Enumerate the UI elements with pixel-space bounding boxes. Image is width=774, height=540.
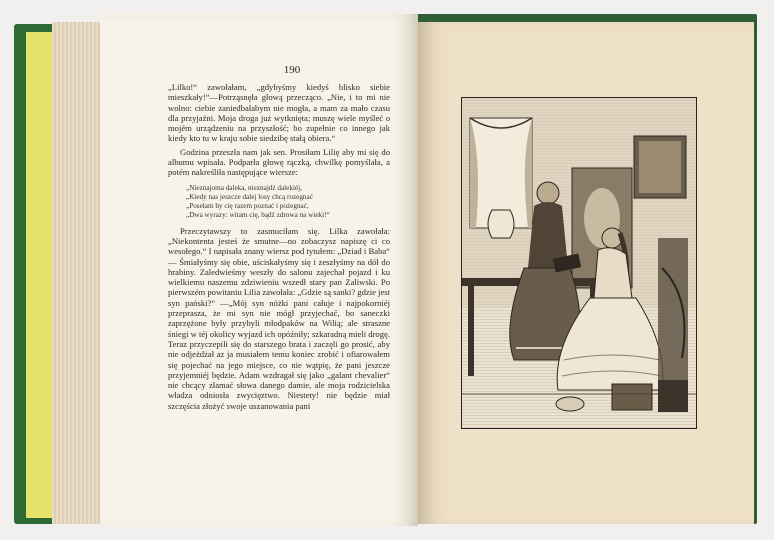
engraving-illustration <box>461 97 697 429</box>
paragraph: „Lilko!“ zawołałam, „gdybyśmy kiedyś blisko siebie mieszkały!“—Potrząsnęła głową przecząco. „Nie, i to mi nie wolno: ciebie zaniedbałabym nie mogła, a mam za mało czasu dla przyjaźni. Moja droga już wytknięta; muszę wiele myśleć o mojém urządzeniu na przyszłość; bo zupełnie co innego jak kiedy kto tu w kraju sobie siedzibę stałą obiera.“ <box>168 82 390 144</box>
poem-line: „Kiedy nas jeszcze dalej losy chcą rozegnać <box>186 192 313 201</box>
poem-line: „Dwa wyrazy: witam cię, bądź zdrowa na wieki!“ <box>186 210 330 219</box>
paragraph: Przeczytawszy to zasmuciłam się. Lilka zawołała: „Niekontenta jesteś że smutne—no zobaczysz napiszę ci co wesołego.“ I napisała znany wiersz pod tytułem: „Dziad i Baba“ — Śmiałyśmy się obie, uściskałyśmy się i zeszłyśmy na dół do hrabiny. Zaledwieśmy weszły do salonu zajechał pojazd i ku wielkiemu naszemu zdziwieniu wszedł stary pan Zaliwski. Po pierwszém powitaniu Lilia zawołała: „Gdzie są sanki? gdzie jest syn pański?“ —„Mój syn nóżki pani całuje i najpokorniéj przeprasza, że mi syn nie mógł przyjechać, bo saneczki zaprzężone były przybyli młodpaków na Wilią; ale straszne śniegi w téj okolicy wyjazd ich opóźniły; szkaradną mieli drogę. Teraz przyczepili się do starszego brata i zaczęli go prosić, aby nie odjeżdżał az ja musiałem temu koniec zrobić i ofiarowałem się pojechać na jego miejsce, co nie wątpię, że pani jeszcze przyjemniéj będzie. Adam wzdragał się jako „galant chevalier“ nie chcący złamać słowa danego damie, ale moja rodzicielska władza odniosła zwycięztwo. Niestety! nie będzie miał szczęścia złożyć swoje uszanowania pani <box>168 225 390 411</box>
poem-line: „Nieznajoma daleka, nieznajdź dalekiéj, <box>186 183 302 192</box>
poem-verse <box>186 184 390 220</box>
poem-line: „Posełam by cię razem poznać i pożegnać, <box>186 201 309 210</box>
paragraph: Godzina przeszła nam jak sen. Prosiłam Lilię aby mi się do albumu wpisała. Podparła głowę rączką, chwilkę pomyślała, a potém nakreśliła następujące wiersze: <box>168 146 390 178</box>
engraving-drawing <box>462 98 696 428</box>
page-number: 190 <box>283 64 301 76</box>
left-page-text <box>168 82 390 411</box>
